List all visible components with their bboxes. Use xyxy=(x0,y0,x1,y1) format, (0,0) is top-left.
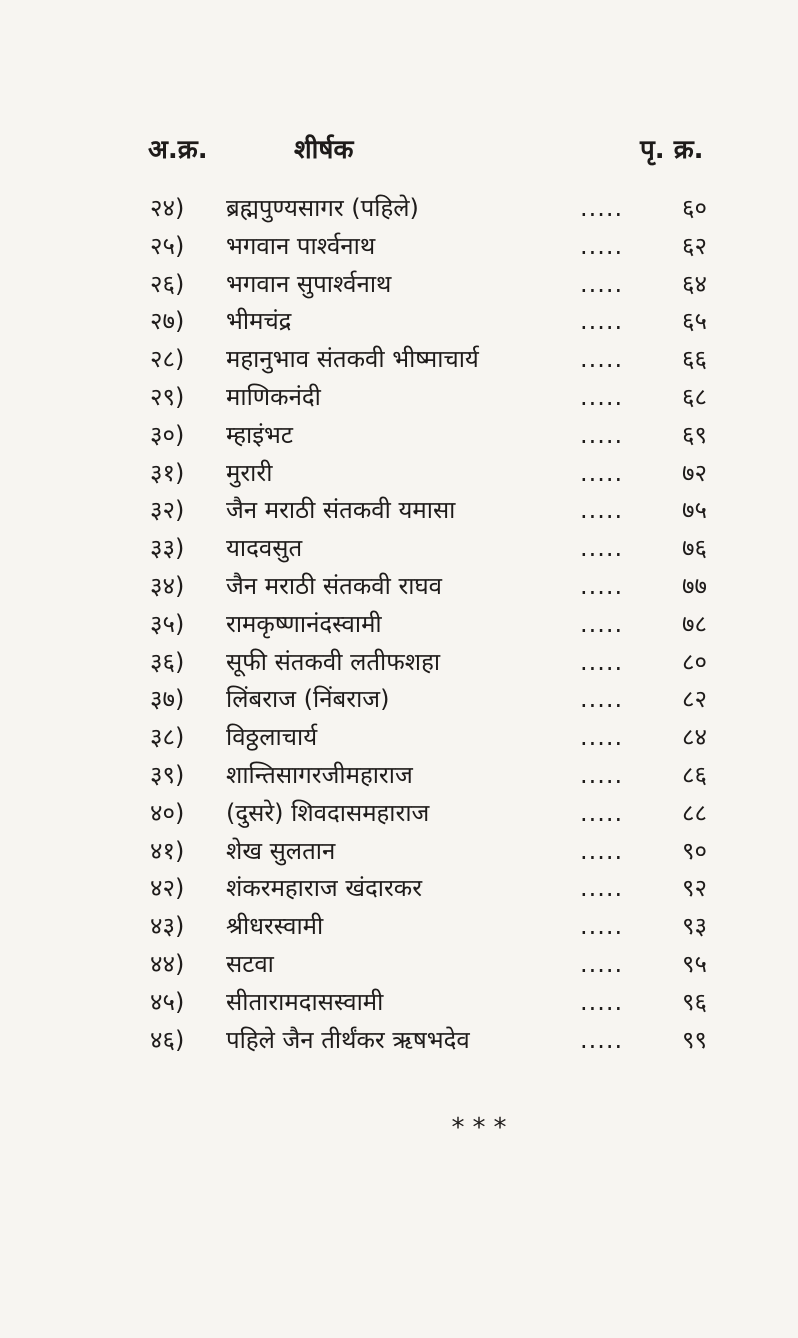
toc-title: भीमचंद्र xyxy=(226,307,292,336)
toc-title: जैन मराठी संतकवी यमासा xyxy=(226,496,456,525)
toc-title: माणिकनंदी xyxy=(226,382,321,411)
section-end-ornament xyxy=(0,1113,798,1143)
header-serial-number: अ.क्र. xyxy=(148,135,208,165)
toc-page-number: ७६ xyxy=(682,534,707,563)
toc-serial: ३९) xyxy=(150,760,185,789)
toc-title: भगवान सुपार्श्वनाथ xyxy=(226,269,392,298)
toc-page-number: ६० xyxy=(682,194,707,222)
toc-page-number: ९० xyxy=(682,836,707,865)
toc-leader-dots: ..... xyxy=(580,269,624,298)
header-page-number: पृ. क्र. xyxy=(640,135,704,165)
toc-page-number: ६९ xyxy=(682,420,707,449)
toc-title: (दुसरे) शिवदासमहाराज xyxy=(226,798,430,827)
toc-row xyxy=(0,870,798,908)
toc-leader-dots: ..... xyxy=(580,458,624,487)
header-title: शीर्षक xyxy=(294,135,354,165)
toc-title: ब्रह्मपुण्यसागर (पहिले) xyxy=(226,194,419,222)
toc-row xyxy=(0,492,798,530)
toc-title: महानुभाव संतकवी भीष्माचार्य xyxy=(226,345,479,374)
toc-page-number: ९२ xyxy=(682,874,707,903)
toc-row xyxy=(0,266,798,304)
toc-leader-dots: ..... xyxy=(580,307,624,336)
toc-title: सूफी संतकवी लतीफशहा xyxy=(226,647,441,676)
toc-serial: ३२) xyxy=(150,496,185,525)
toc-serial: ३६) xyxy=(150,647,185,676)
toc-title: श्रीधरस्वामी xyxy=(226,912,324,941)
toc-serial: ३१) xyxy=(150,458,185,487)
toc-leader-dots: ..... xyxy=(580,912,624,941)
toc-leader-dots: ..... xyxy=(580,987,624,1016)
toc-serial: ४३) xyxy=(150,912,185,941)
toc-title: विठ्ठलाचार्य xyxy=(226,723,318,752)
toc-serial: २६) xyxy=(150,269,185,298)
toc-title: म्हाइंभट xyxy=(226,420,293,449)
toc-row xyxy=(0,530,798,568)
toc-title: पहिले जैन तीर्थंकर ऋषभदेव xyxy=(226,1025,470,1054)
toc-row xyxy=(0,228,798,266)
toc-leader-dots: ..... xyxy=(580,874,624,903)
toc-row xyxy=(0,908,798,946)
toc-leader-dots: ..... xyxy=(580,949,624,978)
toc-page-number: ६२ xyxy=(682,231,707,260)
toc-row xyxy=(0,417,798,455)
toc-list xyxy=(0,190,798,1059)
toc-page-number: ९३ xyxy=(682,912,707,941)
toc-page-number: ७५ xyxy=(682,496,707,525)
table-header xyxy=(0,130,798,170)
toc-leader-dots: ..... xyxy=(580,1025,624,1054)
toc-serial: २९) xyxy=(150,382,185,411)
toc-leader-dots: ..... xyxy=(580,194,624,222)
toc-serial: ४०) xyxy=(150,798,185,827)
toc-row xyxy=(0,757,798,795)
toc-page-number: ९५ xyxy=(682,949,707,978)
toc-leader-dots: ..... xyxy=(580,571,624,600)
toc-row xyxy=(0,379,798,417)
toc-row xyxy=(0,644,798,682)
toc-title: शंकरमहाराज खंदारकर xyxy=(226,874,423,903)
toc-leader-dots: ..... xyxy=(580,534,624,563)
toc-title: जैन मराठी संतकवी राघव xyxy=(226,571,443,600)
toc-page-number: ९६ xyxy=(682,987,707,1016)
toc-row xyxy=(0,719,798,757)
toc-serial: ३०) xyxy=(150,420,185,449)
toc-serial: ४६) xyxy=(150,1025,185,1054)
toc-title: शान्तिसागरजीमहाराज xyxy=(226,760,413,789)
toc-serial: ३७) xyxy=(150,685,185,714)
toc-leader-dots: ..... xyxy=(580,420,624,449)
toc-serial: २८) xyxy=(150,345,185,374)
toc-row xyxy=(0,795,798,833)
toc-page-number: ८० xyxy=(682,647,707,676)
toc-serial: ४४) xyxy=(150,949,185,978)
toc-title: लिंबराज (निंबराज) xyxy=(226,685,390,714)
toc-row xyxy=(0,681,798,719)
toc-title: सीतारामदासस्वामी xyxy=(226,987,384,1016)
toc-leader-dots: ..... xyxy=(580,647,624,676)
toc-title: रामकृष्णानंदस्वामी xyxy=(226,609,382,638)
toc-title: सटवा xyxy=(226,949,274,978)
toc-leader-dots: ..... xyxy=(580,798,624,827)
toc-row xyxy=(0,984,798,1022)
toc-row xyxy=(0,833,798,871)
toc-leader-dots: ..... xyxy=(580,836,624,865)
toc-row xyxy=(0,341,798,379)
toc-leader-dots: ..... xyxy=(580,382,624,411)
toc-row xyxy=(0,303,798,341)
toc-serial: ४५) xyxy=(150,987,185,1016)
toc-page-number: ८६ xyxy=(682,760,707,789)
toc-row xyxy=(0,455,798,493)
toc-serial: ३८) xyxy=(150,723,185,752)
toc-title: यादवसुत xyxy=(226,534,303,563)
toc-page-number: ७७ xyxy=(682,571,707,600)
toc-title: शेख सुलतान xyxy=(226,836,336,865)
toc-serial: २४) xyxy=(150,194,185,222)
toc-serial: ३४) xyxy=(150,571,185,600)
toc-row xyxy=(0,606,798,644)
toc-leader-dots: ..... xyxy=(580,685,624,714)
asterisk-ornament: *** xyxy=(451,1113,515,1143)
toc-page-number: ८४ xyxy=(682,723,707,752)
toc-serial: ३५) xyxy=(150,609,185,638)
toc-leader-dots: ..... xyxy=(580,231,624,260)
toc-page-number: ७८ xyxy=(682,609,707,638)
toc-page-number: ६४ xyxy=(682,269,707,298)
toc-serial: ४१) xyxy=(150,836,185,865)
toc-serial: २५) xyxy=(150,231,185,260)
toc-page-number: ८२ xyxy=(682,685,707,714)
toc-leader-dots: ..... xyxy=(580,723,624,752)
toc-leader-dots: ..... xyxy=(580,345,624,374)
toc-leader-dots: ..... xyxy=(580,496,624,525)
toc-page-number: ७२ xyxy=(682,458,707,487)
toc-page-number: ६५ xyxy=(682,307,707,336)
toc-page-number: ८८ xyxy=(682,798,707,827)
toc-title: मुरारी xyxy=(226,458,273,487)
toc-leader-dots: ..... xyxy=(580,760,624,789)
toc-page-number: ९९ xyxy=(682,1025,707,1054)
toc-serial: २७) xyxy=(150,307,185,336)
toc-title: भगवान पार्श्वनाथ xyxy=(226,231,376,260)
toc-row xyxy=(0,946,798,984)
toc-page-number: ६८ xyxy=(682,382,707,411)
toc-row xyxy=(0,1022,798,1060)
toc-page-number: ६६ xyxy=(682,345,707,374)
toc-row xyxy=(0,190,798,228)
toc-serial: ३३) xyxy=(150,534,185,563)
toc-leader-dots: ..... xyxy=(580,609,624,638)
toc-serial: ४२) xyxy=(150,874,185,903)
toc-row xyxy=(0,568,798,606)
